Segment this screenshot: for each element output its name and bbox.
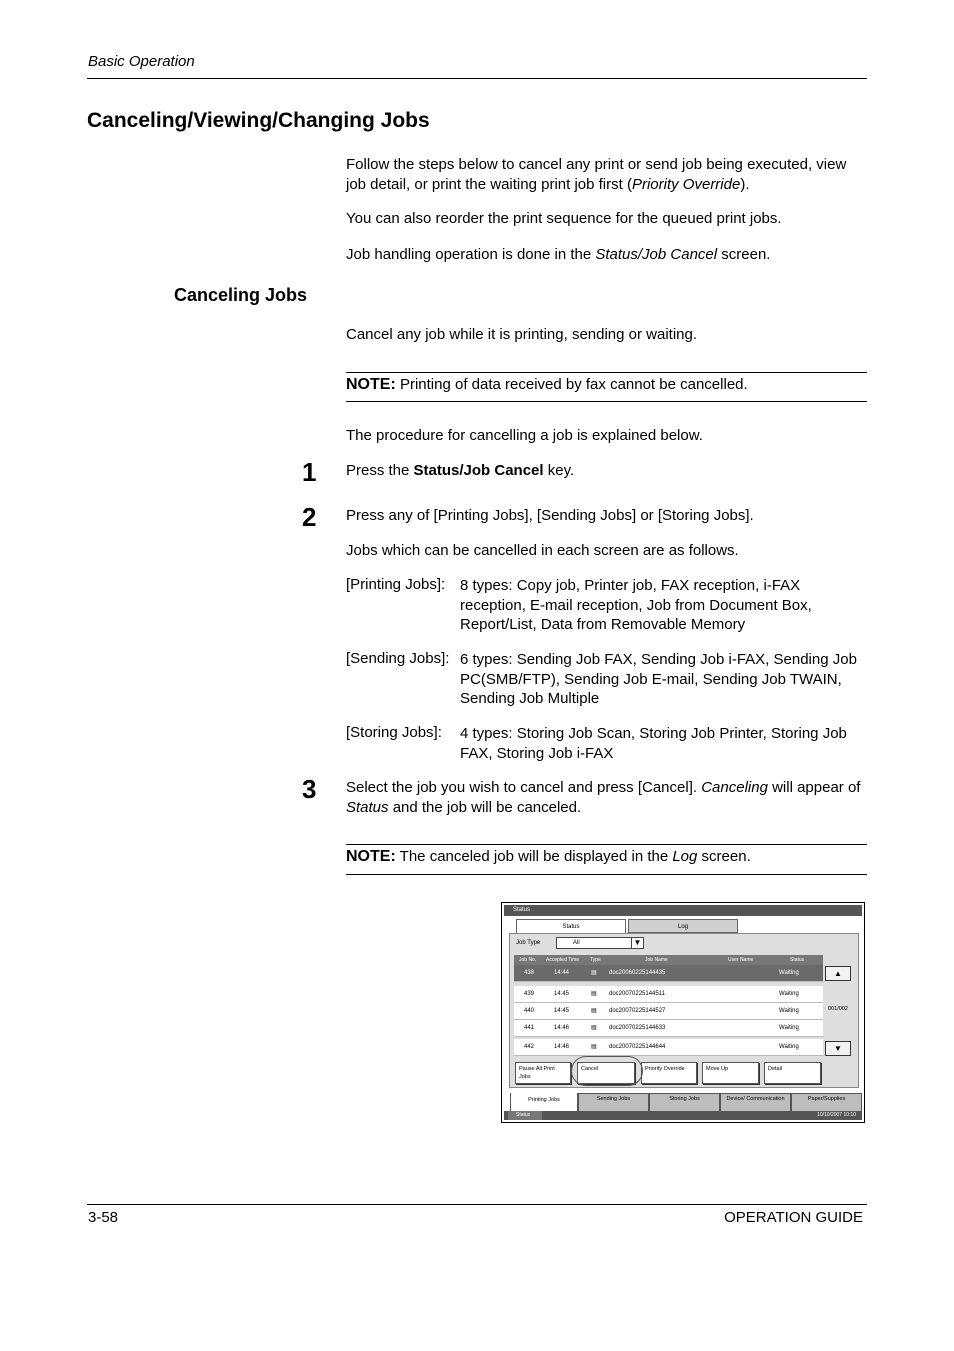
- step-2-subtext: Jobs which can be cancelled in each screen are as follows.: [346, 542, 739, 559]
- dropdown-arrow-icon: ▼: [631, 938, 643, 948]
- status-screen-illustration: [501, 902, 865, 1123]
- step-1-text: Press the Status/Job Cancel key.: [346, 462, 575, 479]
- procedure-intro: The procedure for cancelling a job is explained below.: [346, 427, 703, 444]
- guide-name: OPERATION GUIDE: [724, 1209, 863, 1226]
- step-number-3: 3: [302, 774, 317, 804]
- step-3-text: Select the job you wish to cancel and press [Cancel]. Canceling will appear of Status and the job will be canceled.: [346, 779, 861, 816]
- highlight-oval: [571, 1056, 643, 1086]
- col-job-name: Job Name: [645, 957, 668, 963]
- intro-paragraph-3: Job handling operation is done in the Status/Job Cancel screen.: [346, 246, 771, 263]
- job-type-desc-storing: 4 types: Storing Job Scan, Storing Job Printer, Storing Job FAX, Storing Job i-FAX: [460, 725, 847, 762]
- step-number-2: 2: [302, 502, 317, 532]
- tab-storing-jobs[interactable]: Storing Jobs: [649, 1093, 720, 1112]
- tab-device-communication[interactable]: Device/ Communication: [720, 1093, 791, 1112]
- page-indicator: 001/002: [828, 1006, 848, 1012]
- document-icon: ▤: [591, 991, 597, 997]
- col-type: Type: [590, 957, 601, 963]
- job-type-label-sending: [Sending Jobs]:: [346, 650, 450, 667]
- col-status: Status: [790, 957, 805, 963]
- table-row[interactable]: 440 14:45 ▤ doc20070225144527 Waiting: [514, 1003, 823, 1020]
- table-row[interactable]: 441 14:46 ▤ doc20070225144633 Waiting: [514, 1020, 823, 1037]
- job-type-select[interactable]: All ▼: [556, 937, 644, 949]
- up-arrow-icon: ▲: [834, 969, 842, 978]
- job-type-label: Job Type: [516, 940, 541, 946]
- tab-paper-supplies[interactable]: Paper/Supplies: [791, 1093, 862, 1112]
- note-rule-bottom: [346, 401, 867, 402]
- document-icon: ▤: [591, 1044, 597, 1050]
- table-row[interactable]: 439 14:45 ▤ doc20070225144511 Waiting: [514, 986, 823, 1003]
- footer-rule: [87, 1204, 867, 1205]
- intro-paragraph-1: Follow the steps below to cancel any print or send job being executed, view job detail, or print the waiting print job first (Priority Override).: [346, 156, 847, 193]
- scroll-down-button[interactable]: [825, 1041, 851, 1056]
- cancel-intro: Cancel any job while it is printing, sending or waiting.: [346, 326, 698, 343]
- screen-title-bar: Status: [504, 905, 862, 916]
- note-1: NOTE: Printing of data received by fax cannot be cancelled.: [346, 376, 748, 393]
- status-label: Status: [508, 1111, 542, 1120]
- down-arrow-icon: ▼: [834, 1044, 842, 1053]
- note-2-rule-top: [346, 844, 867, 845]
- cancel-button[interactable]: Cancel: [577, 1062, 635, 1084]
- step-2-text: Press any of [Printing Jobs], [Sending Jobs] or [Storing Jobs].: [346, 507, 754, 524]
- step-number-1: 1: [302, 457, 317, 487]
- tab-printing-jobs[interactable]: Printing Jobs: [510, 1093, 578, 1112]
- note-2-rule-bottom: [346, 874, 867, 875]
- job-type-desc-sending: 6 types: Sending Job FAX, Sending Job i-FAX, Sending Job PC(SMB/FTP), Sending Job E-mail, Sending Job TWAIN, Sending Job Multiple: [460, 651, 857, 707]
- running-header: Basic Operation: [88, 53, 195, 70]
- move-up-button[interactable]: Move Up: [702, 1062, 759, 1084]
- pause-all-print-jobs-button[interactable]: Pause All Print Jobs: [515, 1062, 571, 1084]
- job-type-desc-printing: 8 types: Copy job, Printer job, FAX reception, i-FAX reception, E-mail reception, Job from Document Box, Report/List, Data from Removable Memory: [460, 577, 812, 633]
- tab-status[interactable]: Status: [516, 919, 626, 933]
- page-number: 3-58: [88, 1209, 119, 1226]
- table-row[interactable]: 438 14:44 ▤ doc20060225144435 Waiting: [514, 965, 823, 982]
- note-rule-top: [346, 372, 867, 373]
- col-job-no: Job No.: [519, 957, 537, 963]
- section-title: Canceling Jobs: [174, 285, 308, 305]
- intro-paragraph-2: You can also reorder the print sequence for the queued print jobs.: [346, 210, 782, 227]
- table-row[interactable]: 442 14:46 ▤ doc20070225144644 Waiting: [514, 1039, 823, 1056]
- job-type-label-storing: [Storing Jobs]:: [346, 724, 442, 741]
- page-title: Canceling/Viewing/Changing Jobs: [87, 109, 430, 132]
- col-accepted-time: Accepted Time: [546, 957, 580, 963]
- table-header: [514, 955, 823, 965]
- document-icon: ▤: [591, 1025, 597, 1031]
- screen-status-bar: [504, 1111, 862, 1120]
- document-icon: ▤: [591, 1008, 597, 1014]
- document-icon: ▤: [591, 970, 597, 976]
- detail-button[interactable]: Detail: [764, 1062, 821, 1084]
- note-2: NOTE: The canceled job will be displayed in the Log screen.: [346, 848, 751, 865]
- date-time: 10/10/2007 10:10: [817, 1112, 856, 1118]
- tab-log[interactable]: Log: [628, 919, 738, 933]
- col-user-name: User Name: [728, 957, 754, 963]
- header-rule: [87, 78, 867, 79]
- scroll-up-button[interactable]: [825, 966, 851, 981]
- tab-sending-jobs[interactable]: Sending Jobs: [578, 1093, 649, 1112]
- priority-override-button[interactable]: Priority Override: [641, 1062, 697, 1084]
- job-type-label-printing: [Printing Jobs]:: [346, 576, 446, 593]
